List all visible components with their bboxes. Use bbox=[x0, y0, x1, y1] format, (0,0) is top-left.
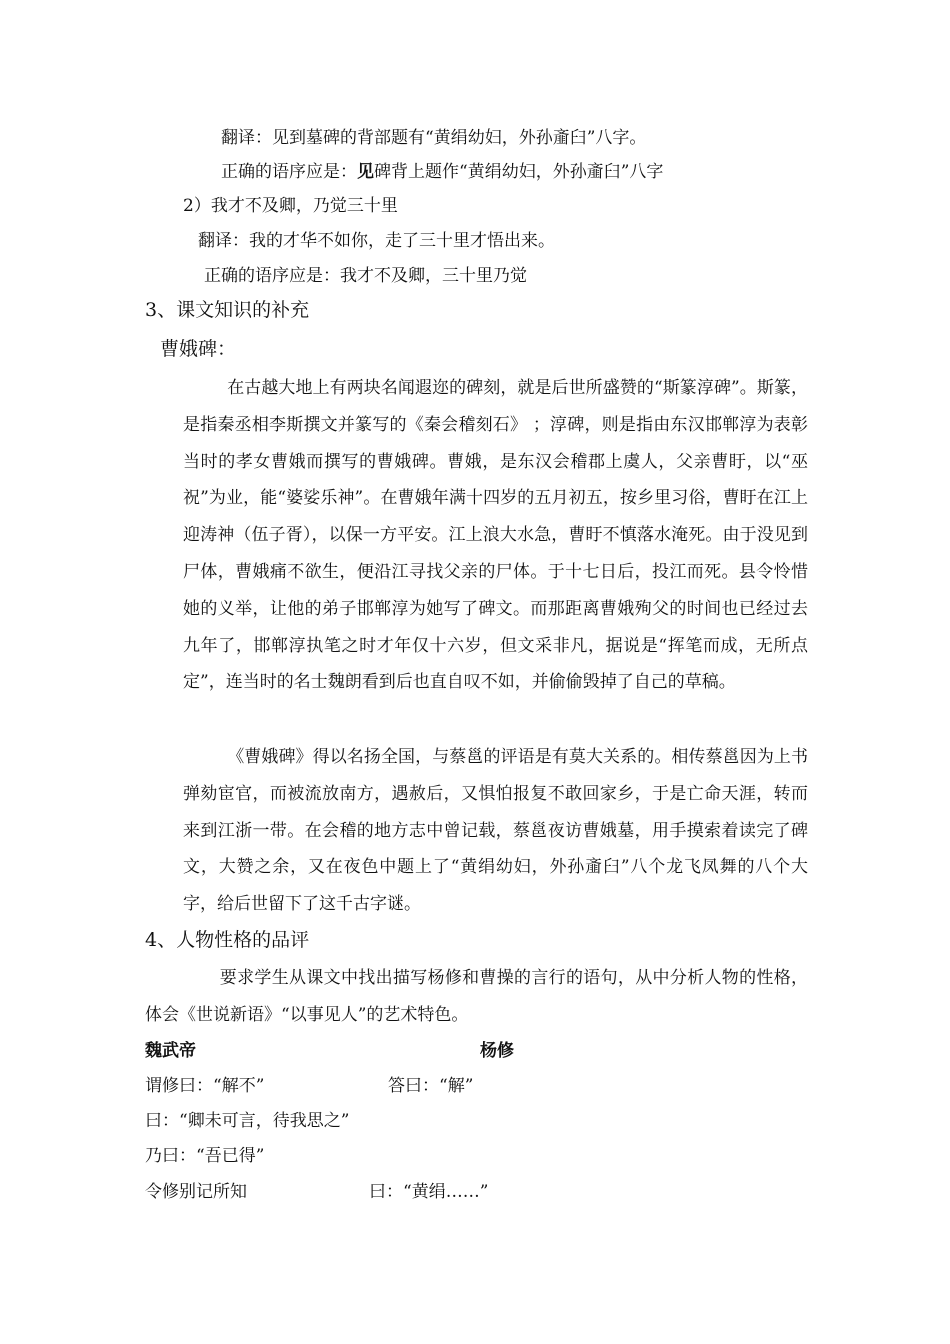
table-row-1-right: 答曰：“解” bbox=[388, 1076, 474, 1096]
correct-order-bold-char: 见 bbox=[357, 162, 374, 182]
section-3-heading: 3、课文知识的补充 bbox=[145, 299, 310, 321]
caoe-paragraph-1: 在古越大地上有两块名闻遐迩的碑刻，就是后世所盛赞的“斯篆淳碑”。斯篆，是指秦丞相李斯撰文并篆写的《秦会稽刻石》 ；淳碑，则是指由东汉邯郸淳为表彰当时的孝女曹娥而撰写的曹娥碑。曹娥，是东汉会稽郡上虞人，父亲曹盱，以“巫祝”为业，能“婆娑乐神”。在曹娥年满十四岁的五月初五，按乡里习俗，曹盱在江上迎涛神（伍子胥），以保一方平安。江上浪大水急，曹盱不慎落水淹死。由于没见到尸体，曹娥痛不欲生，便沿江寻找父亲的尸体。于十七日后，投江而死。县令怜惜她的义举，让他的弟子邯郸淳为她写了碑文。而那距离曹娥殉父的时间也已经过去九年了，邯郸淳执笔之时才年仅十六岁，但文采非凡，据说是“挥笔而成，无所点定”，连当时的名士魏朗看到后也直自叹不如，并偷偷毁掉了自己的草稿。 bbox=[183, 378, 808, 693]
table-head-yangxiu: 杨修 bbox=[480, 1041, 514, 1061]
correct-order-line-1 bbox=[221, 161, 663, 183]
table-row-2-left: 曰：“卿未可言，待我思之” bbox=[145, 1111, 350, 1131]
translation-line-2: 翻译：我的才华不如你，走了三十里才悟出来。 bbox=[198, 231, 555, 251]
example-2-line: 2）我才不及卿，乃觉三十里 bbox=[183, 196, 398, 216]
table-row-3-left: 乃曰：“吾已得” bbox=[145, 1146, 265, 1166]
caoe-stele-subheading: 曹娥碑： bbox=[160, 338, 237, 360]
section-4-heading: 4、人物性格的品评 bbox=[145, 929, 310, 951]
correct-order-line-2: 正确的语序应是：我才不及卿，三十里乃觉 bbox=[204, 266, 527, 286]
correct-order-rest: 碑背上题作“黄绢幼妇，外孙齑臼”八字 bbox=[374, 162, 664, 182]
table-head-weiwudi: 魏武帝 bbox=[145, 1041, 196, 1061]
table-row-1-left: 谓修曰：“解不” bbox=[145, 1076, 265, 1096]
table-row-4-left: 令修别记所知 bbox=[145, 1182, 247, 1202]
section-4-paragraph: 要求学生从课文中找出描写杨修和曹操的言行的语句，从中分析人物的性格，体会《世说新语》“以事见人”的艺术特色。 bbox=[145, 968, 808, 1025]
caoe-paragraph-2: 《曹娥碑》得以名扬全国，与蔡邕的评语是有莫大关系的。相传蔡邕因为上书弹劾宦官，而被流放南方，遇赦后，又惧怕报复不敢回家乡，于是亡命天涯，转而来到江浙一带。在会稽的地方志中曾记载，蔡邕夜访曹娥墓，用手摸索着读完了碑文，大赞之余，又在夜色中题上了“黄绢幼妇，外孙齑臼”八个龙飞凤舞的八个大字，给后世留下了这千古字谜。 bbox=[183, 747, 808, 915]
table-row-4-right: 曰：“黄绢……” bbox=[369, 1182, 489, 1202]
translation-line-1: 翻译：见到墓碑的背部题有“黄绢幼妇，外孙齑臼”八字。 bbox=[221, 128, 647, 148]
correct-order-prefix: 正确的语序应是： bbox=[221, 162, 357, 182]
